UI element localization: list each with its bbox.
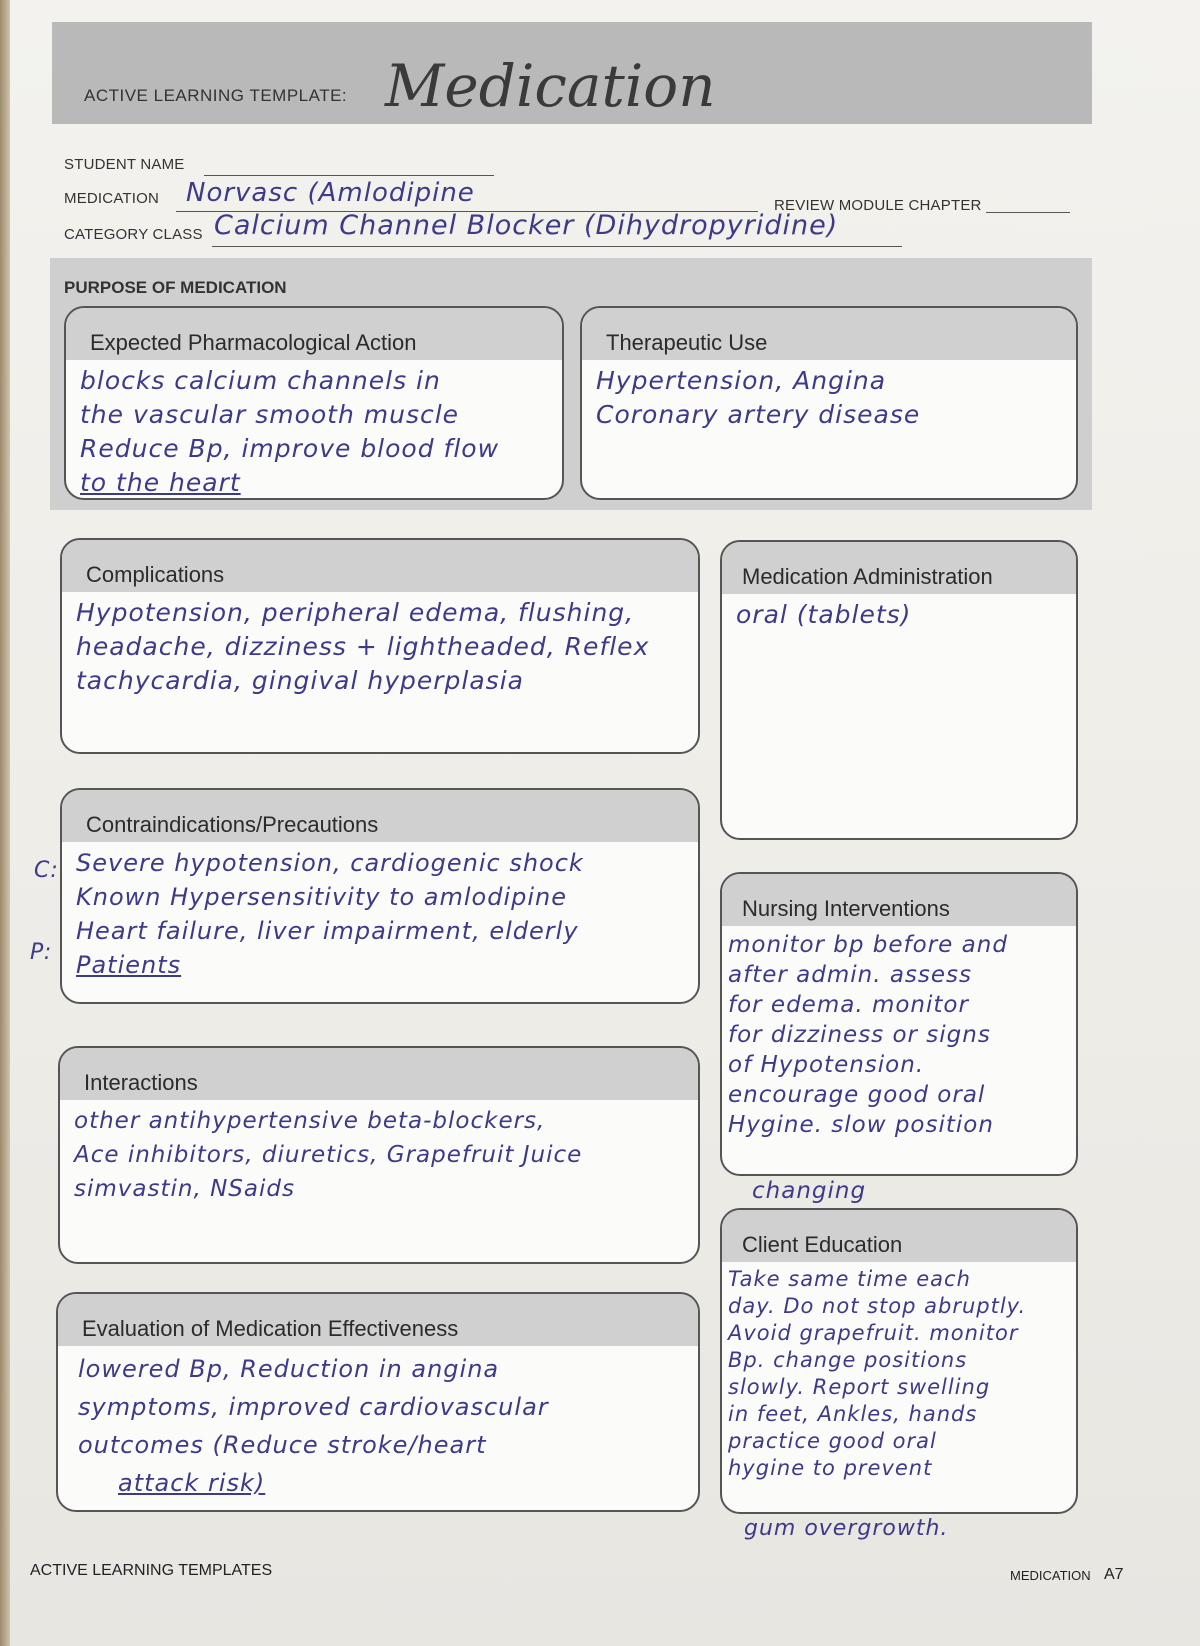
- medication-administration-text: [722, 594, 1076, 632]
- nursing-interventions-line: monitor bp before and: [728, 932, 1008, 958]
- page-title: Medication: [385, 52, 716, 120]
- contraindications-line: Heart failure, liver impairment, elderly: [76, 917, 579, 945]
- therapeutic-use-line: Hypertension, Angina: [596, 366, 887, 395]
- complications-text: [62, 592, 698, 698]
- complications-box[interactable]: [60, 538, 700, 754]
- therapeutic-use-line: Coronary artery disease: [596, 400, 921, 429]
- complications-header: [62, 540, 698, 592]
- evaluation-line: lowered Bp, Reduction in angina: [78, 1355, 500, 1383]
- expected-action-title: Expected Pharmacological Action: [90, 330, 417, 355]
- expected-action-text: [66, 360, 562, 500]
- contraindications-title: Contraindications/Precautions: [86, 812, 379, 837]
- evaluation-title: Evaluation of Medication Effectiveness: [82, 1316, 459, 1341]
- medication-label: MEDICATION: [64, 190, 160, 207]
- evaluation-text: [58, 1346, 698, 1502]
- expected-action-line: to the heart: [80, 468, 241, 497]
- client-education-line: in feet, Ankles, hands: [728, 1402, 978, 1426]
- complications-line: tachycardia, gingival hyperplasia: [76, 666, 524, 695]
- contraindication-marker: C:: [34, 858, 59, 883]
- interactions-line: Ace inhibitors, diuretics, Grapefruit Juice: [74, 1142, 583, 1168]
- complications-line: Hypotension, peripheral edema, flushing,: [76, 598, 635, 627]
- contraindications-line: Patients: [76, 951, 182, 979]
- expected-action-line: Reduce Bp, improve blood flow: [80, 434, 500, 463]
- interactions-text: [60, 1100, 698, 1206]
- medication-administration-box[interactable]: [720, 540, 1078, 840]
- purpose-label: PURPOSE OF MEDICATION: [64, 278, 287, 297]
- client-education-line: Take same time each: [728, 1267, 971, 1291]
- client-education-line: Bp. change positions: [728, 1348, 968, 1372]
- nursing-interventions-line: of Hypotension.: [728, 1052, 925, 1078]
- contraindications-line: Severe hypotension, cardiogenic shock: [76, 849, 584, 877]
- client-education-overflow: gum overgrowth.: [744, 1516, 949, 1541]
- client-education-line: practice good oral: [728, 1429, 937, 1453]
- evaluation-line: symptoms, improved cardiovascular: [78, 1393, 549, 1421]
- nursing-interventions-line: after admin. assess: [728, 962, 972, 988]
- nursing-interventions-box[interactable]: [720, 872, 1078, 1176]
- category-class-value: Calcium Channel Blocker (Dihydropyridine): [214, 210, 839, 241]
- client-education-text: [722, 1262, 1076, 1482]
- client-education-box[interactable]: [720, 1208, 1078, 1514]
- client-education-title: Client Education: [742, 1232, 903, 1257]
- therapeutic-use-box[interactable]: [580, 306, 1078, 500]
- page-number: A7: [1104, 1566, 1124, 1583]
- evaluation-line: attack risk): [118, 1469, 266, 1497]
- nursing-interventions-line: for dizziness or signs: [728, 1022, 991, 1048]
- review-module-label: REVIEW MODULE CHAPTER: [774, 197, 982, 214]
- client-education-line: day. Do not stop abruptly.: [728, 1294, 1027, 1318]
- nursing-interventions-title: Nursing Interventions: [742, 896, 950, 921]
- nursing-interventions-text: [722, 926, 1076, 1140]
- therapeutic-use-title: Therapeutic Use: [606, 330, 768, 355]
- footer-left: ACTIVE LEARNING TEMPLATES: [30, 1562, 273, 1579]
- contraindications-header: [62, 790, 698, 842]
- interactions-line: simvastin, NSaids: [74, 1176, 295, 1202]
- nursing-interventions-line: encourage good oral: [728, 1082, 986, 1108]
- review-module-field[interactable]: [986, 212, 1070, 213]
- contraindications-line: Known Hypersensitivity to amlodipine: [76, 883, 568, 911]
- medication-administration-title: Medication Administration: [742, 564, 993, 589]
- contraindications-box[interactable]: [60, 788, 700, 1004]
- nursing-interventions-line: for edema. monitor: [728, 992, 969, 1018]
- interactions-header: [60, 1048, 698, 1100]
- medication-administration-header: [722, 542, 1076, 594]
- banner-prefix: ACTIVE LEARNING TEMPLATE:: [84, 86, 348, 105]
- category-class-label: CATEGORY CLASS: [64, 226, 203, 243]
- expected-action-line: blocks calcium channels in: [80, 366, 441, 395]
- client-education-line: Avoid grapefruit. monitor: [728, 1321, 1019, 1345]
- client-education-header: [722, 1210, 1076, 1262]
- expected-action-line: the vascular smooth muscle: [80, 400, 460, 429]
- therapeutic-use-header: [582, 308, 1076, 360]
- client-education-line: slowly. Report swelling: [728, 1375, 991, 1399]
- student-name-field[interactable]: [204, 175, 494, 176]
- expected-action-box[interactable]: [64, 306, 564, 500]
- evaluation-line: outcomes (Reduce stroke/heart: [78, 1431, 487, 1459]
- client-education-line: hygine to prevent: [728, 1456, 933, 1480]
- medication-administration-line: oral (tablets): [736, 600, 912, 629]
- nursing-interventions-header: [722, 874, 1076, 926]
- nursing-interventions-overflow: changing: [752, 1178, 867, 1204]
- precaution-marker: P:: [30, 940, 53, 965]
- therapeutic-use-text: [582, 360, 1076, 432]
- page-edge: [0, 0, 10, 1646]
- category-class-field[interactable]: [212, 246, 902, 247]
- expected-action-header: [66, 308, 562, 360]
- interactions-title: Interactions: [84, 1070, 198, 1095]
- evaluation-header: [58, 1294, 698, 1346]
- student-name-label: STUDENT NAME: [64, 156, 185, 173]
- complications-title: Complications: [86, 562, 225, 587]
- contraindications-text: [62, 842, 698, 982]
- nursing-interventions-line: Hygine. slow position: [728, 1112, 994, 1138]
- evaluation-box[interactable]: [56, 1292, 700, 1512]
- medication-value: Norvasc (Amlodipine: [186, 178, 475, 208]
- complications-line: headache, dizziness + lightheaded, Reflex: [76, 632, 650, 661]
- interactions-line: other antihypertensive beta-blockers,: [74, 1108, 546, 1134]
- interactions-box[interactable]: [58, 1046, 700, 1264]
- footer-section-name: MEDICATION: [1010, 1568, 1091, 1583]
